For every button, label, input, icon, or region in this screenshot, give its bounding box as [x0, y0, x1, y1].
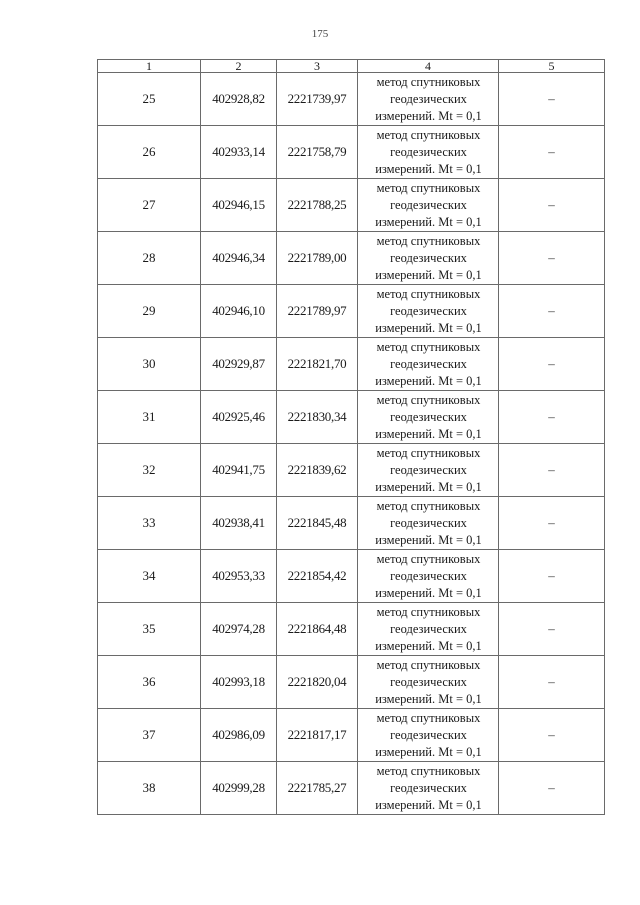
point-number-cell: 33	[98, 497, 201, 550]
point-number-cell: 35	[98, 603, 201, 656]
method-line: геодезических	[390, 462, 467, 477]
method-line: геодезических	[390, 780, 467, 795]
method-line: геодезических	[390, 197, 467, 212]
y-coordinate-cell: 2221830,34	[277, 391, 358, 444]
table-row	[98, 126, 605, 179]
x-coordinate-cell: 402929,87	[201, 338, 277, 391]
point-number-cell: 25	[98, 73, 201, 126]
y-coordinate-cell: 2221788,25	[277, 179, 358, 232]
column-header-3: 3	[277, 60, 358, 73]
method-line: измерений. Mt = 0,1	[375, 638, 482, 653]
table-row	[98, 762, 605, 815]
method-line: геодезических	[390, 409, 467, 424]
method-line: измерений. Mt = 0,1	[375, 585, 482, 600]
x-coordinate-cell: 402986,09	[201, 709, 277, 762]
method-line: измерений. Mt = 0,1	[375, 373, 482, 388]
table-row	[98, 391, 605, 444]
method-cell	[358, 709, 499, 762]
table-row	[98, 550, 605, 603]
x-coordinate-cell: 402928,82	[201, 73, 277, 126]
method-cell	[358, 73, 499, 126]
method-line: метод спутниковых	[376, 551, 481, 566]
column-header-4: 4	[358, 60, 499, 73]
method-line: метод спутниковых	[376, 763, 481, 778]
method-line: метод спутниковых	[376, 604, 481, 619]
table-row	[98, 285, 605, 338]
x-coordinate-cell: 402953,33	[201, 550, 277, 603]
method-line: геодезических	[390, 356, 467, 371]
table-row	[98, 73, 605, 126]
note-cell: –	[499, 709, 605, 762]
x-coordinate-cell: 402938,41	[201, 497, 277, 550]
method-line: метод спутниковых	[376, 339, 481, 354]
method-line: измерений. Mt = 0,1	[375, 797, 482, 812]
method-line: измерений. Mt = 0,1	[375, 214, 482, 229]
point-number-cell: 31	[98, 391, 201, 444]
x-coordinate-cell: 402974,28	[201, 603, 277, 656]
x-coordinate-cell: 402999,28	[201, 762, 277, 815]
method-line: геодезических	[390, 674, 467, 689]
x-coordinate-cell: 402933,14	[201, 126, 277, 179]
method-line: метод спутниковых	[376, 74, 481, 89]
y-coordinate-cell: 2221789,00	[277, 232, 358, 285]
page-number: 175	[311, 28, 329, 40]
point-number-cell: 26	[98, 126, 201, 179]
note-cell: –	[499, 126, 605, 179]
method-cell	[358, 232, 499, 285]
point-number-cell: 36	[98, 656, 201, 709]
method-line: измерений. Mt = 0,1	[375, 161, 482, 176]
y-coordinate-cell: 2221789,97	[277, 285, 358, 338]
method-line: геодезических	[390, 91, 467, 106]
method-line: геодезических	[390, 250, 467, 265]
method-line: геодезических	[390, 303, 467, 318]
method-line: геодезических	[390, 144, 467, 159]
method-line: метод спутниковых	[376, 127, 481, 142]
note-cell: –	[499, 338, 605, 391]
method-cell	[358, 285, 499, 338]
note-cell: –	[499, 232, 605, 285]
note-cell: –	[499, 179, 605, 232]
note-cell: –	[499, 391, 605, 444]
method-line: измерений. Mt = 0,1	[375, 532, 482, 547]
table-row	[98, 338, 605, 391]
table-row	[98, 232, 605, 285]
column-header-2: 2	[201, 60, 277, 73]
point-number-cell: 37	[98, 709, 201, 762]
y-coordinate-cell: 2221864,48	[277, 603, 358, 656]
y-coordinate-cell: 2221758,79	[277, 126, 358, 179]
column-header-5: 5	[499, 60, 605, 73]
method-line: измерений. Mt = 0,1	[375, 267, 482, 282]
method-cell	[358, 179, 499, 232]
table-header	[98, 60, 605, 73]
method-cell	[358, 338, 499, 391]
coordinates-table	[97, 59, 605, 815]
table-row	[98, 603, 605, 656]
method-line: метод спутниковых	[376, 498, 481, 513]
table-row	[98, 444, 605, 497]
method-line: измерений. Mt = 0,1	[375, 744, 482, 759]
y-coordinate-cell: 2221739,97	[277, 73, 358, 126]
note-cell: –	[499, 73, 605, 126]
x-coordinate-cell: 402946,15	[201, 179, 277, 232]
method-cell	[358, 391, 499, 444]
method-cell	[358, 603, 499, 656]
note-cell: –	[499, 285, 605, 338]
method-line: геодезических	[390, 621, 467, 636]
note-cell: –	[499, 603, 605, 656]
method-line: измерений. Mt = 0,1	[375, 691, 482, 706]
column-header-1: 1	[98, 60, 201, 73]
point-number-cell: 38	[98, 762, 201, 815]
method-line: метод спутниковых	[376, 392, 481, 407]
table-body	[98, 73, 605, 815]
header-row	[98, 60, 605, 73]
x-coordinate-cell: 402946,10	[201, 285, 277, 338]
method-line: геодезических	[390, 515, 467, 530]
note-cell: –	[499, 550, 605, 603]
y-coordinate-cell: 2221854,42	[277, 550, 358, 603]
table-row	[98, 497, 605, 550]
y-coordinate-cell: 2221817,17	[277, 709, 358, 762]
note-cell: –	[499, 656, 605, 709]
y-coordinate-cell: 2221821,70	[277, 338, 358, 391]
method-line: метод спутниковых	[376, 657, 481, 672]
note-cell: –	[499, 762, 605, 815]
point-number-cell: 30	[98, 338, 201, 391]
y-coordinate-cell: 2221820,04	[277, 656, 358, 709]
method-line: измерений. Mt = 0,1	[375, 108, 482, 123]
point-number-cell: 29	[98, 285, 201, 338]
method-line: измерений. Mt = 0,1	[375, 426, 482, 441]
table-row	[98, 656, 605, 709]
method-cell	[358, 656, 499, 709]
note-cell: –	[499, 497, 605, 550]
x-coordinate-cell: 402925,46	[201, 391, 277, 444]
x-coordinate-cell: 402993,18	[201, 656, 277, 709]
y-coordinate-cell: 2221839,62	[277, 444, 358, 497]
method-cell	[358, 444, 499, 497]
method-line: геодезических	[390, 568, 467, 583]
y-coordinate-cell: 2221845,48	[277, 497, 358, 550]
method-cell	[358, 497, 499, 550]
table-row	[98, 709, 605, 762]
method-line: метод спутниковых	[376, 286, 481, 301]
method-cell	[358, 126, 499, 179]
x-coordinate-cell: 402941,75	[201, 444, 277, 497]
method-line: измерений. Mt = 0,1	[375, 479, 482, 494]
x-coordinate-cell: 402946,34	[201, 232, 277, 285]
method-line: метод спутниковых	[376, 180, 481, 195]
method-cell	[358, 550, 499, 603]
note-cell: –	[499, 444, 605, 497]
method-line: измерений. Mt = 0,1	[375, 320, 482, 335]
point-number-cell: 34	[98, 550, 201, 603]
method-line: метод спутниковых	[376, 710, 481, 725]
point-number-cell: 28	[98, 232, 201, 285]
method-line: геодезических	[390, 727, 467, 742]
point-number-cell: 27	[98, 179, 201, 232]
point-number-cell: 32	[98, 444, 201, 497]
table-row	[98, 179, 605, 232]
method-line: метод спутниковых	[376, 233, 481, 248]
method-cell	[358, 762, 499, 815]
y-coordinate-cell: 2221785,27	[277, 762, 358, 815]
method-line: метод спутниковых	[376, 445, 481, 460]
